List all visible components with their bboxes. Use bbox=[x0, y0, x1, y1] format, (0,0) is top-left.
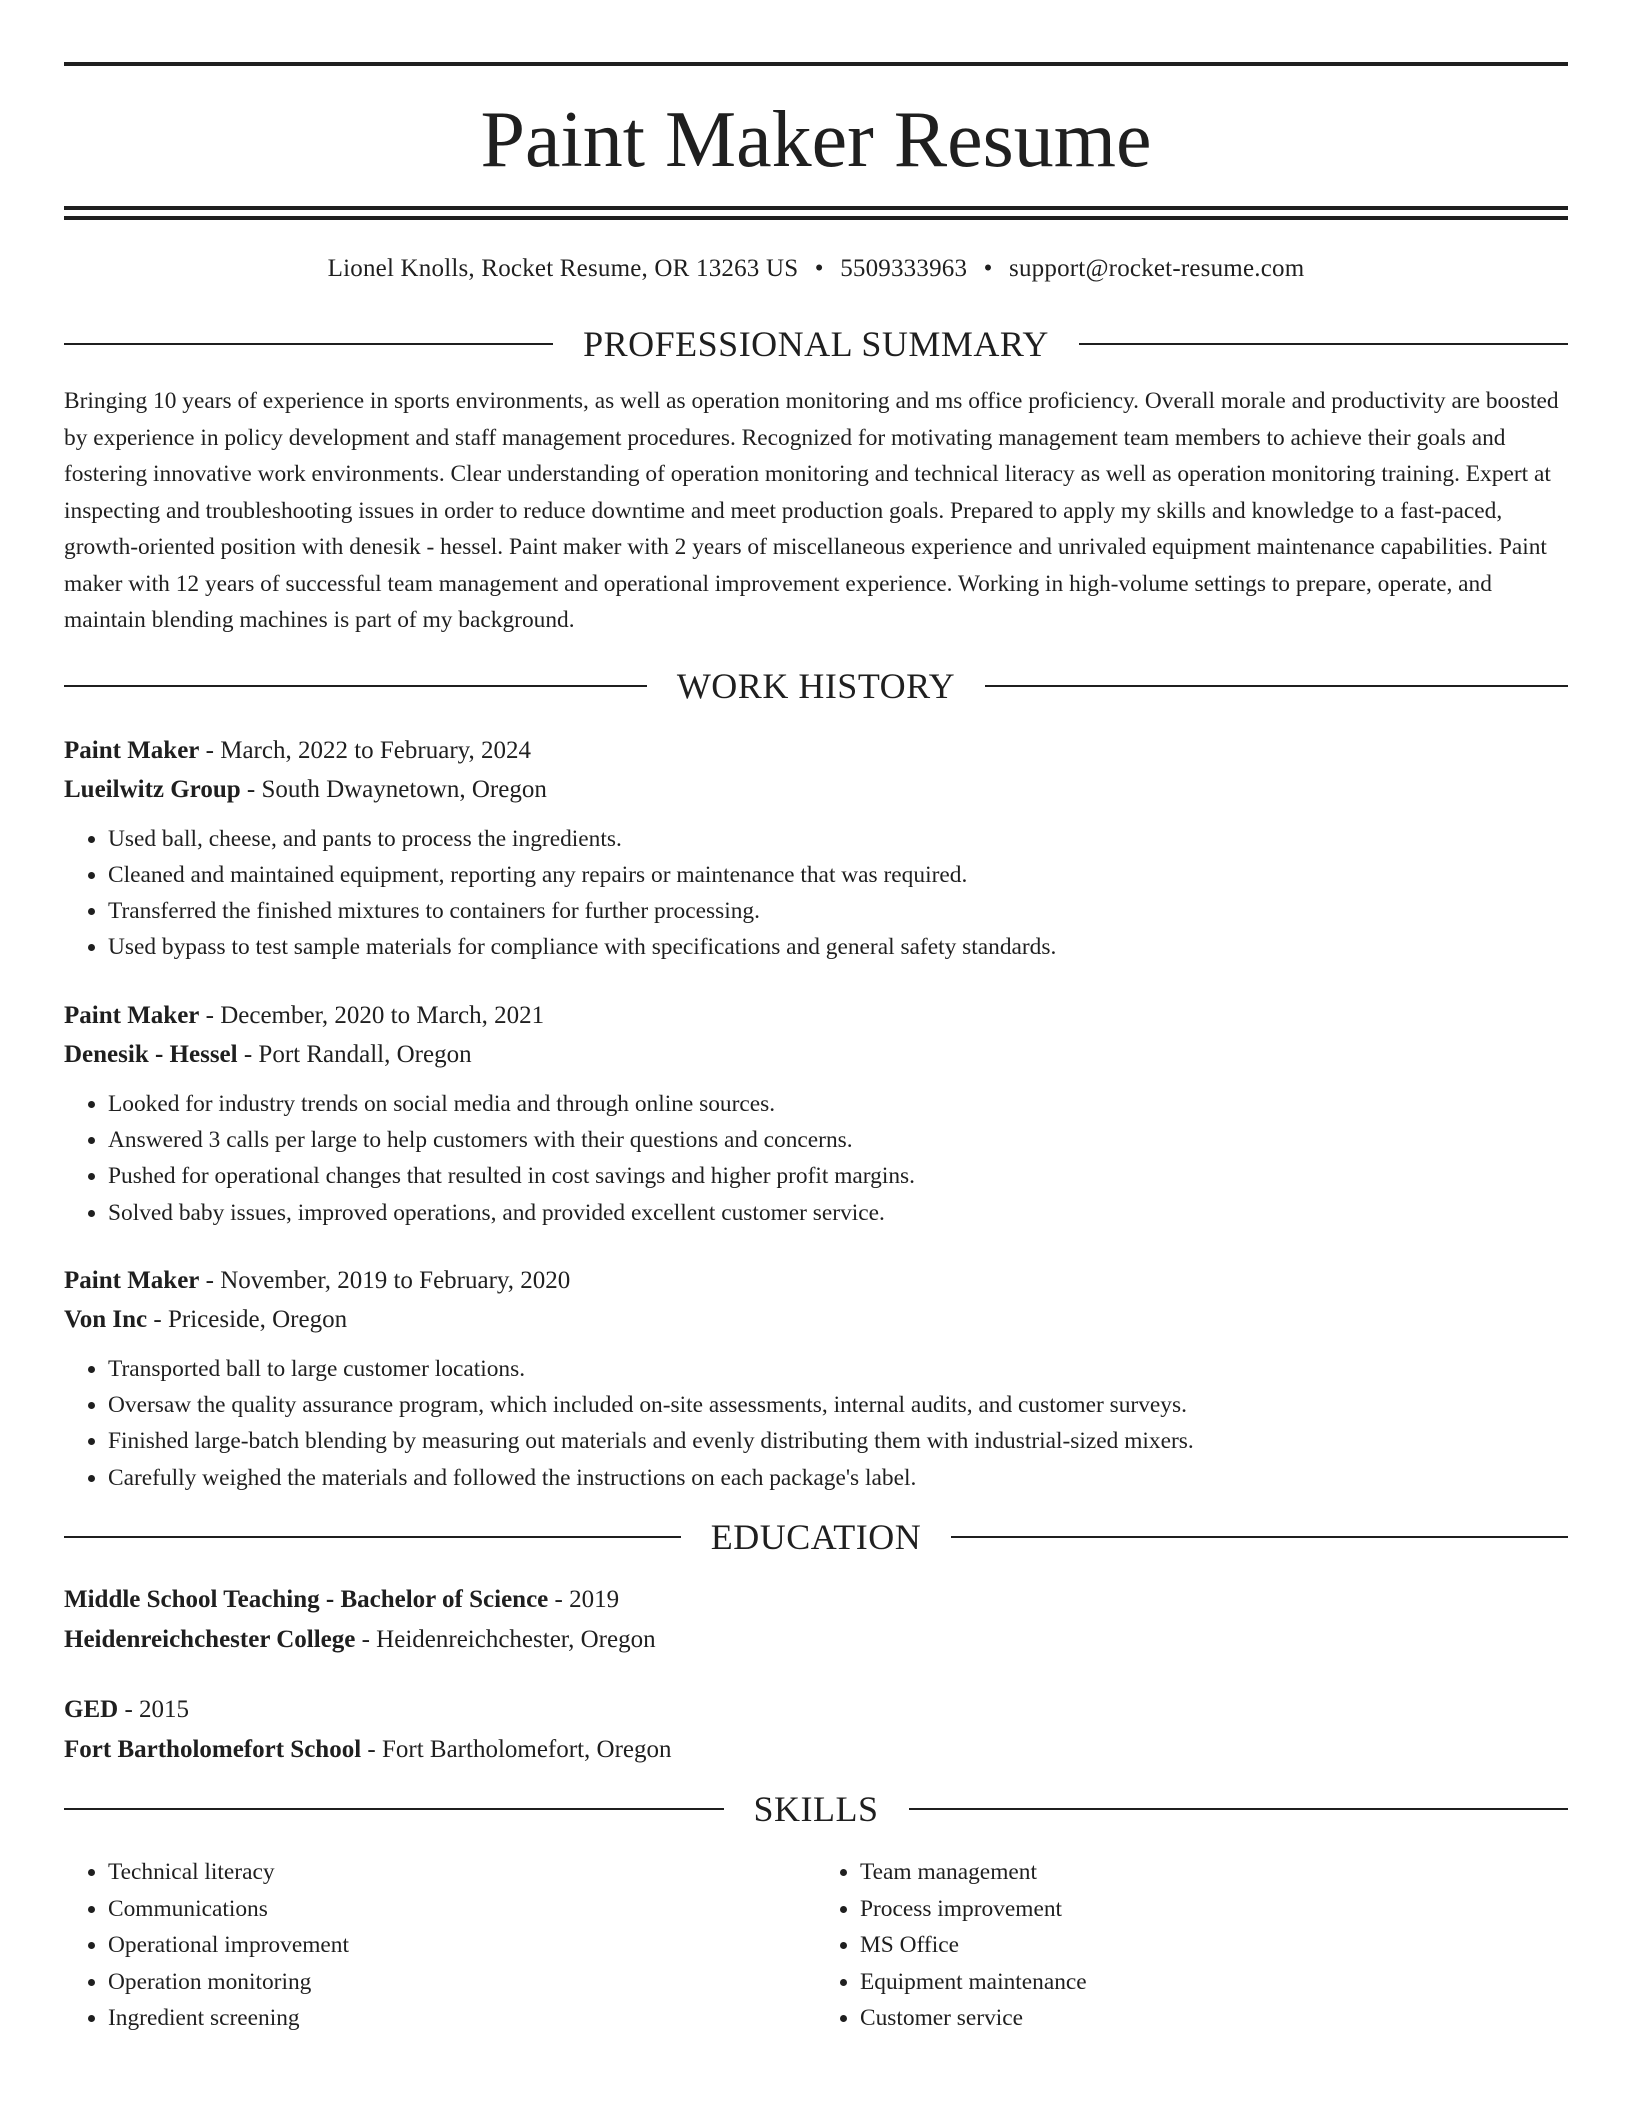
job-location: - Port Randall, Oregon bbox=[237, 1040, 472, 1068]
skills-column-right bbox=[816, 1854, 1568, 2037]
job-entry bbox=[64, 731, 1568, 966]
skills-column-left bbox=[64, 1854, 816, 2037]
job-company: Denesik - Hessel bbox=[64, 1040, 238, 1068]
job-dates: - December, 2020 to March, 2021 bbox=[199, 1001, 545, 1029]
education-entry bbox=[64, 1580, 1568, 1660]
section-title-skills: SKILLS bbox=[753, 1789, 879, 1830]
list-item: • Looked for industry trends on social media and through online sources. bbox=[108, 1086, 1568, 1122]
list-item: • Customer service bbox=[860, 2000, 1568, 2037]
list-item: • Answered 3 calls per large to help customers with their questions and concerns. bbox=[108, 1122, 1568, 1158]
contact-address: Lionel Knolls, Rocket Resume, OR 13263 US bbox=[327, 255, 799, 282]
list-item: • Oversaw the quality assurance program, which included on-site assessments, internal audits, and customer surveys. bbox=[108, 1387, 1568, 1423]
list-item: • Operation monitoring bbox=[108, 1964, 816, 2001]
list-item: • Team management bbox=[860, 1854, 1568, 1891]
section-title-education: EDUCATION bbox=[710, 1517, 922, 1558]
job-company: Von Inc bbox=[64, 1305, 148, 1333]
edu-location: - Heidenreichchester, Oregon bbox=[355, 1626, 656, 1654]
job-location: - Priceside, Oregon bbox=[147, 1305, 348, 1333]
job-dates: - March, 2022 to February, 2024 bbox=[199, 736, 532, 764]
list-item: • Technical literacy bbox=[108, 1854, 816, 1891]
job-title-line bbox=[64, 731, 1568, 770]
job-company: Lueilwitz Group bbox=[64, 775, 241, 803]
list-item: • Operational improvement bbox=[108, 1927, 816, 1964]
edu-school-line bbox=[64, 1620, 1568, 1660]
edu-degree-line bbox=[64, 1690, 1568, 1730]
job-title: Paint Maker bbox=[64, 1001, 200, 1029]
section-header-summary bbox=[64, 323, 1568, 365]
work-list bbox=[64, 731, 1568, 1497]
job-dates: - November, 2019 to February, 2020 bbox=[199, 1266, 571, 1294]
section-header-skills bbox=[64, 1788, 1568, 1830]
job-title-line bbox=[64, 1261, 1568, 1300]
section-rule bbox=[951, 1536, 1568, 1538]
edu-school-line bbox=[64, 1730, 1568, 1770]
job-title: Paint Maker bbox=[64, 736, 200, 764]
contact-separator: • bbox=[814, 255, 824, 282]
header-bottom-rule-double bbox=[64, 216, 1568, 220]
education-entry bbox=[64, 1690, 1568, 1770]
job-bullets bbox=[64, 1351, 1568, 1496]
list-item: • Finished large-batch blending by measuring out materials and evenly distributing them with industrial-sized mixers. bbox=[108, 1423, 1568, 1459]
header-bottom-rule bbox=[64, 206, 1568, 210]
edu-year: - 2015 bbox=[118, 1696, 190, 1724]
section-rule bbox=[64, 685, 647, 687]
edu-degree-line bbox=[64, 1580, 1568, 1620]
list-item: • Communications bbox=[108, 1891, 816, 1928]
section-rule bbox=[1079, 343, 1568, 345]
job-company-line bbox=[64, 770, 1568, 809]
list-item: • Transported ball to large customer locations. bbox=[108, 1351, 1568, 1387]
job-company-line bbox=[64, 1300, 1568, 1339]
list-item: • MS Office bbox=[860, 1927, 1568, 1964]
resume-content bbox=[64, 0, 1568, 2037]
edu-degree: GED bbox=[64, 1696, 119, 1724]
edu-degree: Middle School Teaching - Bachelor of Science bbox=[64, 1586, 549, 1614]
section-rule bbox=[909, 1808, 1569, 1810]
section-title-work: WORK HISTORY bbox=[676, 665, 956, 706]
job-location: - South Dwaynetown, Oregon bbox=[240, 775, 547, 803]
list-item: • Process improvement bbox=[860, 1891, 1568, 1928]
edu-school: Heidenreichchester College bbox=[64, 1626, 356, 1654]
list-item: • Solved baby issues, improved operations, and provided excellent customer service. bbox=[108, 1195, 1568, 1231]
section-header-education bbox=[64, 1516, 1568, 1558]
contact-phone: 5509333963 bbox=[840, 255, 968, 282]
summary-text: Bringing 10 years of experience in sports environments, as well as operation monitoring and ms office proficiency. Overall morale and productivity are boosted by experience in policy development and staff management procedures. Recognized for motivating management team members to achieve their goals and fostering innovative work environments. Clear understanding of operation monitoring and technical literacy as well as operation monitoring training. Expert at inspecting and troubleshooting issues in order to reduce downtime and meet production goals. Prepared to apply my skills and knowledge to a fast-paced, growth-oriented position with denesik - hessel. Paint maker with 2 years of miscellaneous experience and unrivaled equipment maintenance capabilities. Paint maker with 12 years of successful team management and operational improvement experience. Working in high-volume settings to prepare, operate, and maintain blending machines is part of my background. bbox=[64, 388, 1559, 633]
job-company-line bbox=[64, 1035, 1568, 1074]
list-item: • Pushed for operational changes that resulted in cost savings and higher profit margins. bbox=[108, 1158, 1568, 1194]
job-title: Paint Maker bbox=[64, 1266, 200, 1294]
edu-school: Fort Bartholomefort School bbox=[64, 1736, 362, 1764]
section-header-work bbox=[64, 665, 1568, 707]
job-bullets bbox=[64, 821, 1568, 966]
job-entry bbox=[64, 1261, 1568, 1496]
edu-location: - Fort Bartholomefort, Oregon bbox=[361, 1736, 672, 1764]
list-item: • Used ball, cheese, and pants to process the ingredients. bbox=[108, 821, 1568, 857]
contact-email: support@rocket-resume.com bbox=[1009, 255, 1305, 282]
list-item: • Transferred the finished mixtures to containers for further processing. bbox=[108, 893, 1568, 929]
page-title: Paint Maker Resume bbox=[480, 96, 1152, 184]
list-item: • Equipment maintenance bbox=[860, 1964, 1568, 2001]
list-item: • Ingredient screening bbox=[108, 2000, 816, 2037]
section-rule bbox=[985, 685, 1568, 687]
edu-year: - 2019 bbox=[548, 1586, 620, 1614]
contact-line bbox=[64, 255, 1568, 283]
header-top-rule bbox=[64, 62, 1568, 66]
section-title-summary: PROFESSIONAL SUMMARY bbox=[583, 324, 1049, 364]
job-entry bbox=[64, 996, 1568, 1231]
section-rule bbox=[64, 1536, 681, 1538]
list-item: • Used bypass to test sample materials for compliance with specifications and general safety standards. bbox=[108, 929, 1568, 965]
section-rule bbox=[64, 1808, 724, 1810]
contact-separator: • bbox=[983, 255, 993, 282]
skills-list bbox=[64, 1854, 1568, 2037]
section-rule bbox=[64, 343, 553, 345]
list-item: • Cleaned and maintained equipment, reporting any repairs or maintenance that was required. bbox=[108, 857, 1568, 893]
job-bullets bbox=[64, 1086, 1568, 1231]
list-item: • Carefully weighed the materials and followed the instructions on each package's label. bbox=[108, 1460, 1568, 1496]
job-title-line bbox=[64, 996, 1568, 1035]
